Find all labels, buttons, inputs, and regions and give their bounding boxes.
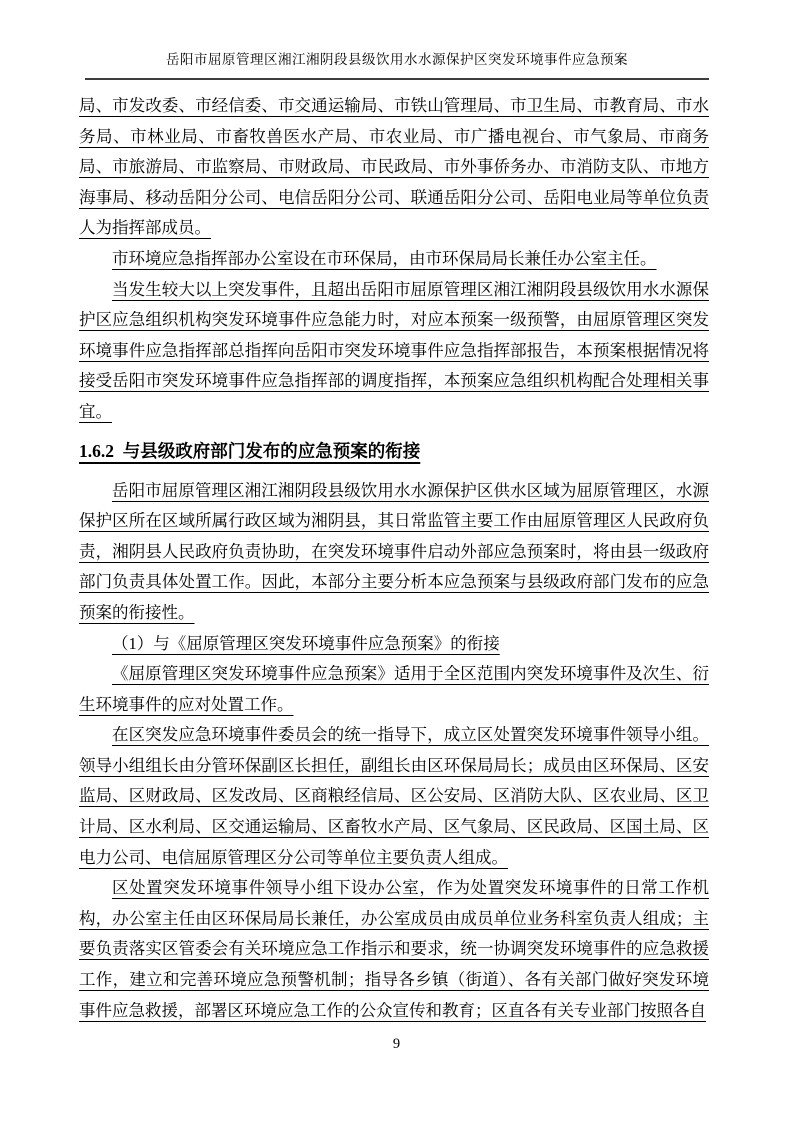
paragraph: 区处置突发环境事件领导小组下设办公室，作为处置突发环境事件的日常工作机构，办公室主任由区环保局局长兼任，办公室成员由成员单位业务科室负责人组成；主要负责落实区管委会有关环境应急工作指示和要求，统一协调突发环境事件的应急救援工作，建立和完善环境应急预警机制；指导各乡镇（街道）、各有关部门做好突发环境事件应急救援，部署区环境应急工作的公众宣传和教育；区直各有关专业部门按照各自	[79, 878, 709, 1020]
paragraph-continuation: 局、市发改委、市经信委、市交通运输局、市铁山管理局、市卫生局、市教育局、市水务局、市林业局、市畜牧兽医水产局、市农业局、市广播电视台、市气象局、市商务局、市旅游局、市监察局、市财政局、市民政局、市外事侨务办、市消防支队、市地方海事局、移动岳阳分公司、电信岳阳分公司、联通岳阳分公司、岳阳电业局等单位负责人为指挥部成员。	[79, 96, 709, 238]
paragraph: 当发生较大以上突发事件，且超出岳阳市屈原管理区湘江湘阴段县级饮用水水源保护区应急组织机构突发环境事件应急能力时，对应本预案一级预警，由屈原管理区突发环境事件应急指挥部总指挥向岳阳市突发环境事件应急指挥部报告，本预案根据情况将接受岳阳市突发环境事件应急指挥部的调度指挥，本预案应急组织机构配合处理相关事宜。	[79, 279, 709, 421]
section-heading: 1.6.2 与县级政府部门发布的应急预案的衔接	[79, 440, 421, 461]
document-body	[79, 91, 709, 1026]
paragraph-subitem: （1）与《屈原管理区突发环境事件应急预案》的衔接	[112, 633, 500, 653]
paragraph: 《屈原管理区突发环境事件应急预案》适用于全区范围内突发环境事件及次生、衍生环境事件的应对处置工作。	[79, 664, 709, 714]
paragraph: 市环境应急指挥部办公室设在市环保局，由市环保局局长兼任办公室主任。	[112, 248, 657, 268]
paragraph: 在区突发应急环境事件委员会的统一指导下，成立区处置突发环境事件领导小组。领导小组组长由分管环保副区长担任，副组长由区环保局局长；成员由区环保局、区安监局、区财政局、区发改局、区商粮经信局、区公安局、区消防大队、区农业局、区卫计局、区水利局、区交通运输局、区畜牧水产局、区气象局、区民政局、区国土局、区电力公司、电信屈原管理区分公司等单位主要负责人组成。	[79, 725, 709, 867]
paragraph: 岳阳市屈原管理区湘江湘阴段县级饮用水水源保护区供水区域为屈原管理区，水源保护区所在区域所属行政区域为湘阴县，其日常监管主要工作由屈原管理区人民政府负责，湘阴县人民政府负责协助，在突发环境事件启动外部应急预案时，将由县一级政府部门负责具体处置工作。因此，本部分主要分析本应急预案与县级政府部门发布的应急预案的衔接性。	[79, 480, 709, 622]
page-header	[85, 50, 709, 80]
header-title: 岳阳市屈原管理区湘江湘阴段县级饮用水水源保护区突发环境事件应急预案	[85, 50, 709, 80]
page-number: 9	[392, 1036, 401, 1052]
page-footer	[0, 1034, 793, 1054]
